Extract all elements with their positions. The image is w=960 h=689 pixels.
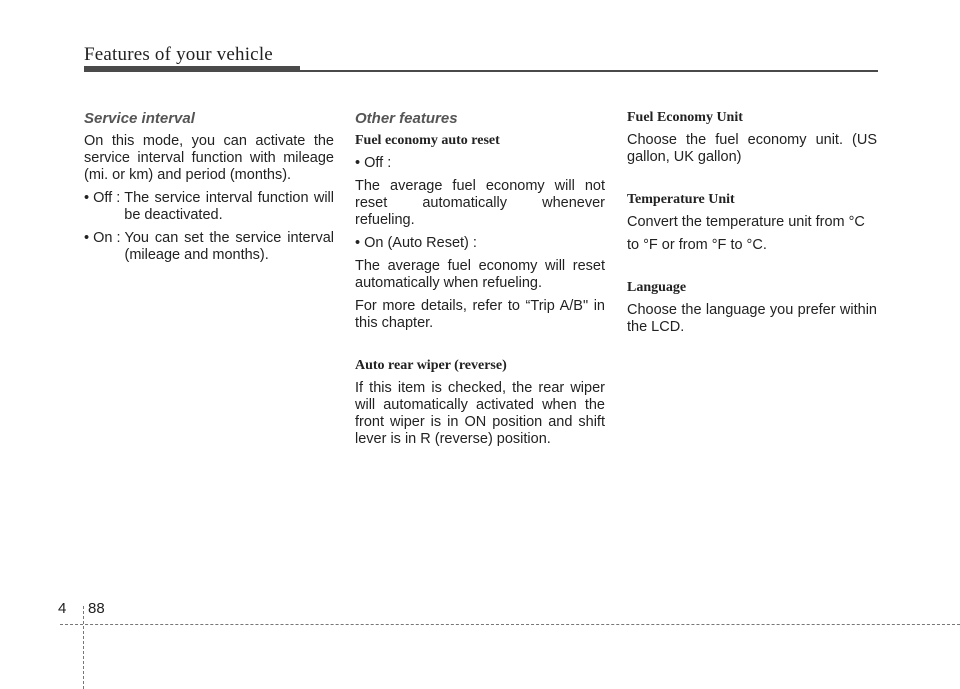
service-interval-intro: On this mode, you can activate the service interval function with mileage (mi. or km) and period (months). <box>84 133 334 183</box>
fuel-reset-more-info: For more details, refer to “Trip A/B" in this chapter. <box>355 298 605 331</box>
footer-dashed-rule <box>60 624 960 625</box>
fuel-reset-on-text: The average fuel economy will reset automatically when refueling. <box>355 258 605 291</box>
rear-wiper-text: If this item is checked, the rear wiper will automatically activated when the front wiper is in ON position and shift lever is in R (reverse) position. <box>355 380 605 447</box>
bullet-on <box>84 230 334 264</box>
language-text: Choose the language you prefer within the LCD. <box>627 302 877 335</box>
header-rule-thick <box>84 66 300 72</box>
fuel-reset-off-text: The average fuel economy will not reset automatically whenever refueling. <box>355 178 605 228</box>
chapter-number: 4 <box>58 600 67 617</box>
temp-unit-line-1: Convert the temperature unit from °C <box>627 214 865 230</box>
bullet-off <box>84 190 334 224</box>
page-number: 88 <box>88 600 105 617</box>
fuel-reset-on-label: • On (Auto Reset) : <box>355 235 477 251</box>
section-heading-other-features: Other features <box>355 110 458 127</box>
column-service-interval <box>84 110 334 270</box>
subheading-fuel-economy-unit: Fuel Economy Unit <box>627 110 743 125</box>
header-rule-thin <box>300 70 878 72</box>
footer-dashed-divider <box>83 606 84 689</box>
subheading-fuel-economy-auto-reset: Fuel economy auto reset <box>355 133 500 148</box>
column-other-features <box>355 110 605 454</box>
fuel-reset-off-label: • Off : <box>355 155 392 171</box>
subheading-language: Language <box>627 280 687 295</box>
bullet-off-text: The service interval function will be deactivated. <box>124 190 334 223</box>
fuel-unit-text: Choose the fuel economy unit. (US gallon, UK gallon) <box>627 132 877 165</box>
section-heading-service-interval: Service interval <box>84 110 195 127</box>
bullet-off-label: • Off : <box>84 190 121 206</box>
bullet-on-text: You can set the service interval (mileage and months). <box>124 230 334 263</box>
page-header-title: Features of your vehicle <box>84 44 273 65</box>
subheading-auto-rear-wiper: Auto rear wiper (reverse) <box>355 358 507 373</box>
bullet-on-label: • On : <box>84 230 121 246</box>
column-units-language <box>627 110 877 342</box>
subheading-temperature-unit: Temperature Unit <box>627 192 735 207</box>
temp-unit-line-2: to °F or from °F to °C. <box>627 237 767 253</box>
